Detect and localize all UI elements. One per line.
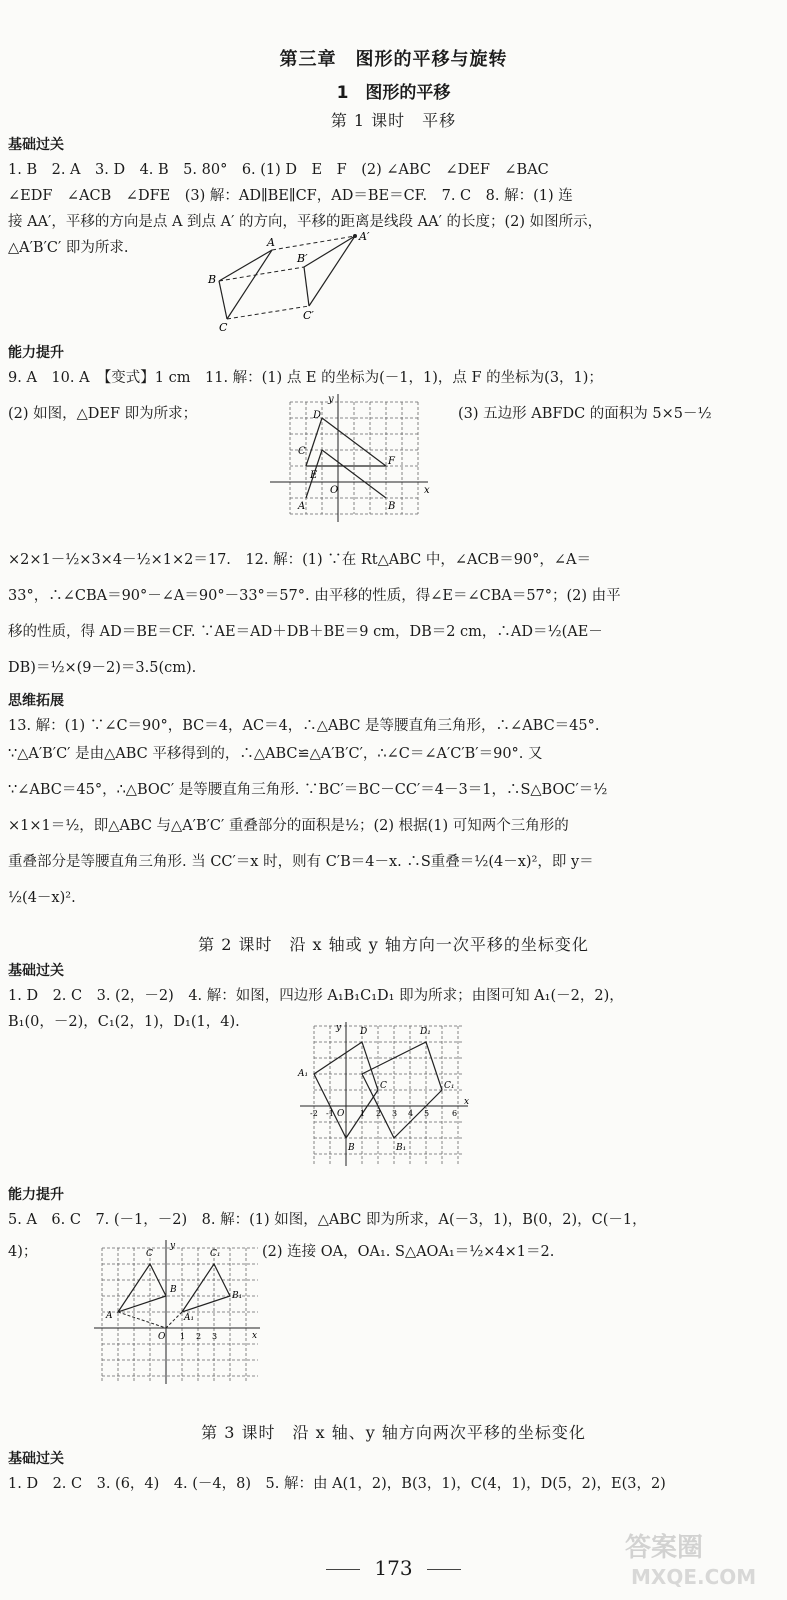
heading-ability-1: 能力提升 bbox=[8, 345, 64, 361]
fig1-label: B bbox=[208, 273, 217, 286]
fig3-label: C₁ bbox=[444, 1081, 455, 1091]
fig4-label: x bbox=[252, 1331, 258, 1341]
answer-line: 5. A 6. C 7. (－1，－2) 8. 解：(1) 如图，△ABC 即为所求，A(－3，1)，B(0，2)，C(－1， bbox=[8, 1212, 647, 1228]
answer-line: 9. A 10. A 【变式】1 cm 11. 解：(1) 点 E 的坐标为(－1，1)，点 F 的坐标为(3，1)； bbox=[8, 370, 603, 386]
translation-figure-1 bbox=[205, 228, 375, 336]
fig3-tick: -1 bbox=[326, 1109, 334, 1118]
fig2-label: A bbox=[298, 501, 306, 512]
answer-line: ∵∠ABC＝45°，∴△BOC′ 是等腰直角三角形. ∵BC′＝BC－CC′＝4－3＝1，∴S△BOC′＝½ bbox=[8, 782, 608, 798]
heading-thinking-1: 思维拓展 bbox=[8, 693, 64, 709]
fig2-label: C bbox=[298, 446, 306, 457]
fig2-label: E bbox=[310, 470, 318, 481]
fig4-label: A bbox=[106, 1311, 113, 1321]
fig1-label: C bbox=[219, 321, 228, 334]
fig2-label: x bbox=[424, 485, 430, 496]
fig2-label: D bbox=[313, 410, 322, 421]
fig3-tick: 4 bbox=[408, 1109, 414, 1118]
fig1-label: A′ bbox=[359, 230, 370, 243]
answer-line: 重叠部分是等腰直角三角形. 当 CC′＝x 时，则有 C′B＝4－x. ∴S重叠＝½(4－x)²，即 y＝ bbox=[8, 854, 594, 870]
chapter-title: 第三章 图形的平移与旋转 bbox=[279, 49, 508, 70]
fig3-tick: 1 bbox=[360, 1109, 366, 1118]
fig1-label: B′ bbox=[297, 252, 308, 265]
fig4-label: y bbox=[170, 1241, 176, 1251]
fig3-tick: 3 bbox=[392, 1109, 398, 1118]
answer-line: B₁(0，－2)，C₁(2，1)，D₁(1，4). bbox=[8, 1014, 240, 1030]
answer-line: 移的性质，得 AD＝BE＝CF. ∵AE＝AD＋DB＋BE＝9 cm，DB＝2 cm，∴AD＝½(AE－ bbox=[8, 624, 603, 640]
fig1-label: A bbox=[267, 236, 275, 249]
fig4-tick: 1 bbox=[180, 1332, 186, 1341]
answer-line: ×2×1－½×3×4－½×1×2＝17. 12. 解：(1) ∵在 Rt△ABC 中，∠ACB＝90°，∠A＝ bbox=[8, 552, 592, 568]
coordinate-figure-4 bbox=[92, 1238, 264, 1388]
fig3-label: y bbox=[336, 1023, 342, 1033]
section-title: 1 图形的平移 bbox=[336, 83, 451, 103]
fig3-label: C bbox=[380, 1081, 387, 1091]
heading-basic-3: 基础过关 bbox=[8, 1451, 64, 1467]
fig3-tick: 6 bbox=[452, 1109, 458, 1118]
fig3-tick: 5 bbox=[424, 1109, 430, 1118]
answer-line: 33°，∴∠CBA＝90°－∠A＝90°－33°＝57°. 由平移的性质，得∠E＝∠CBA＝57°；(2) 由平 bbox=[8, 588, 621, 604]
page-number: 173 bbox=[374, 1556, 413, 1580]
answer-line: 1. B 2. A 3. D 4. B 5. 80° 6. (1) D E F (2) ∠ABC ∠DEF ∠BAC bbox=[8, 162, 549, 178]
answer-line: 1. D 2. C 3. (6，4) 4. (－4，8) 5. 解：由 A(1，2)，B(3，1)，C(4，1)，D(5，2)，E(3，2) bbox=[8, 1476, 666, 1492]
watermark-logo bbox=[613, 1522, 773, 1592]
lesson-1-title: 第 1 课时 平移 bbox=[330, 111, 457, 130]
lesson-2-title: 第 2 课时 沿 x 轴或 y 轴方向一次平移的坐标变化 bbox=[198, 935, 589, 954]
heading-basic-2: 基础过关 bbox=[8, 963, 64, 979]
answer-line: (2) 如图，△DEF 即为所求； bbox=[8, 406, 198, 422]
footer-rule-left bbox=[326, 1569, 360, 1570]
fig2-label: O bbox=[330, 485, 339, 496]
answer-line: 1. D 2. C 3. (2，－2) 4. 解：如图，四边形 A₁B₁C₁D₁ 即为所求；由图可知 A₁(－2，2)， bbox=[8, 988, 624, 1004]
heading-basic-1: 基础过关 bbox=[8, 137, 64, 153]
fig3-label: D bbox=[360, 1027, 368, 1037]
fig2-label: y bbox=[328, 394, 334, 405]
fig3-tick: 2 bbox=[376, 1109, 382, 1118]
heading-ability-2: 能力提升 bbox=[8, 1187, 64, 1203]
coordinate-figure-3 bbox=[296, 1020, 472, 1170]
svg-text:答案圈: 答案圈 bbox=[625, 1533, 704, 1563]
fig4-label: O bbox=[158, 1332, 166, 1342]
fig2-label: F bbox=[388, 456, 395, 467]
footer-rule-right bbox=[427, 1569, 461, 1570]
fig3-label: O bbox=[337, 1109, 345, 1119]
fig4-label: C₁ bbox=[210, 1249, 221, 1259]
fig3-tick: -2 bbox=[310, 1109, 318, 1118]
answer-line: ∵△A′B′C′ 是由△ABC 平移得到的，∴△ABC≌△A′B′C′，∴∠C＝∠A′C′B′＝90°. 又 bbox=[8, 746, 543, 762]
answer-line: 4)； bbox=[8, 1244, 38, 1260]
fig4-label: B₁ bbox=[232, 1291, 243, 1301]
fig3-label: B bbox=[348, 1143, 355, 1153]
svg-text:MXQE.COM: MXQE.COM bbox=[631, 1565, 757, 1589]
lesson-3-title: 第 3 课时 沿 x 轴、y 轴方向两次平移的坐标变化 bbox=[201, 1423, 586, 1442]
answer-line: DB)＝½×(9－2)＝3.5(cm). bbox=[8, 660, 197, 676]
answer-line: △A′B′C′ 即为所求. bbox=[8, 240, 129, 256]
answer-line: ½(4－x)². bbox=[8, 890, 76, 906]
fig4-label: C bbox=[146, 1249, 153, 1259]
answer-line: 接 AA′，平移的方向是点 A 到点 A′ 的方向，平移的距离是线段 AA′ 的长度；(2) 如图所示， bbox=[8, 214, 603, 230]
fig3-label: D₁ bbox=[420, 1027, 431, 1037]
coordinate-figure-2 bbox=[270, 392, 432, 526]
fig4-tick: 3 bbox=[212, 1332, 218, 1341]
answer-line: ∠EDF ∠ACB ∠DFE (3) 解：AD∥BE∥CF，AD＝BE＝CF. 7. C 8. 解：(1) 连 bbox=[8, 188, 573, 204]
fig4-label: A₁ bbox=[184, 1313, 195, 1323]
fig3-label: A₁ bbox=[298, 1069, 309, 1079]
fig4-tick: 2 bbox=[196, 1332, 202, 1341]
fig3-label: B₁ bbox=[396, 1143, 407, 1153]
answer-line: ×1×1＝½，即△ABC 与△A′B′C′ 重叠部分的面积是½；(2) 根据(1) 可知两个三角形的 bbox=[8, 818, 569, 834]
fig4-label: B bbox=[170, 1285, 177, 1295]
fig2-label: B bbox=[388, 501, 396, 512]
answer-line: (2) 连接 OA，OA₁. S△AOA₁＝½×4×1＝2. bbox=[262, 1244, 555, 1260]
fig1-label: C′ bbox=[303, 309, 314, 322]
answer-line: (3) 五边形 ABFDC 的面积为 5×5－½ bbox=[458, 406, 712, 422]
answer-line: 13. 解：(1) ∵∠C＝90°，BC＝4，AC＝4，∴△ABC 是等腰直角三角形，∴∠ABC＝45°. bbox=[8, 718, 600, 734]
fig3-label: x bbox=[464, 1097, 470, 1107]
